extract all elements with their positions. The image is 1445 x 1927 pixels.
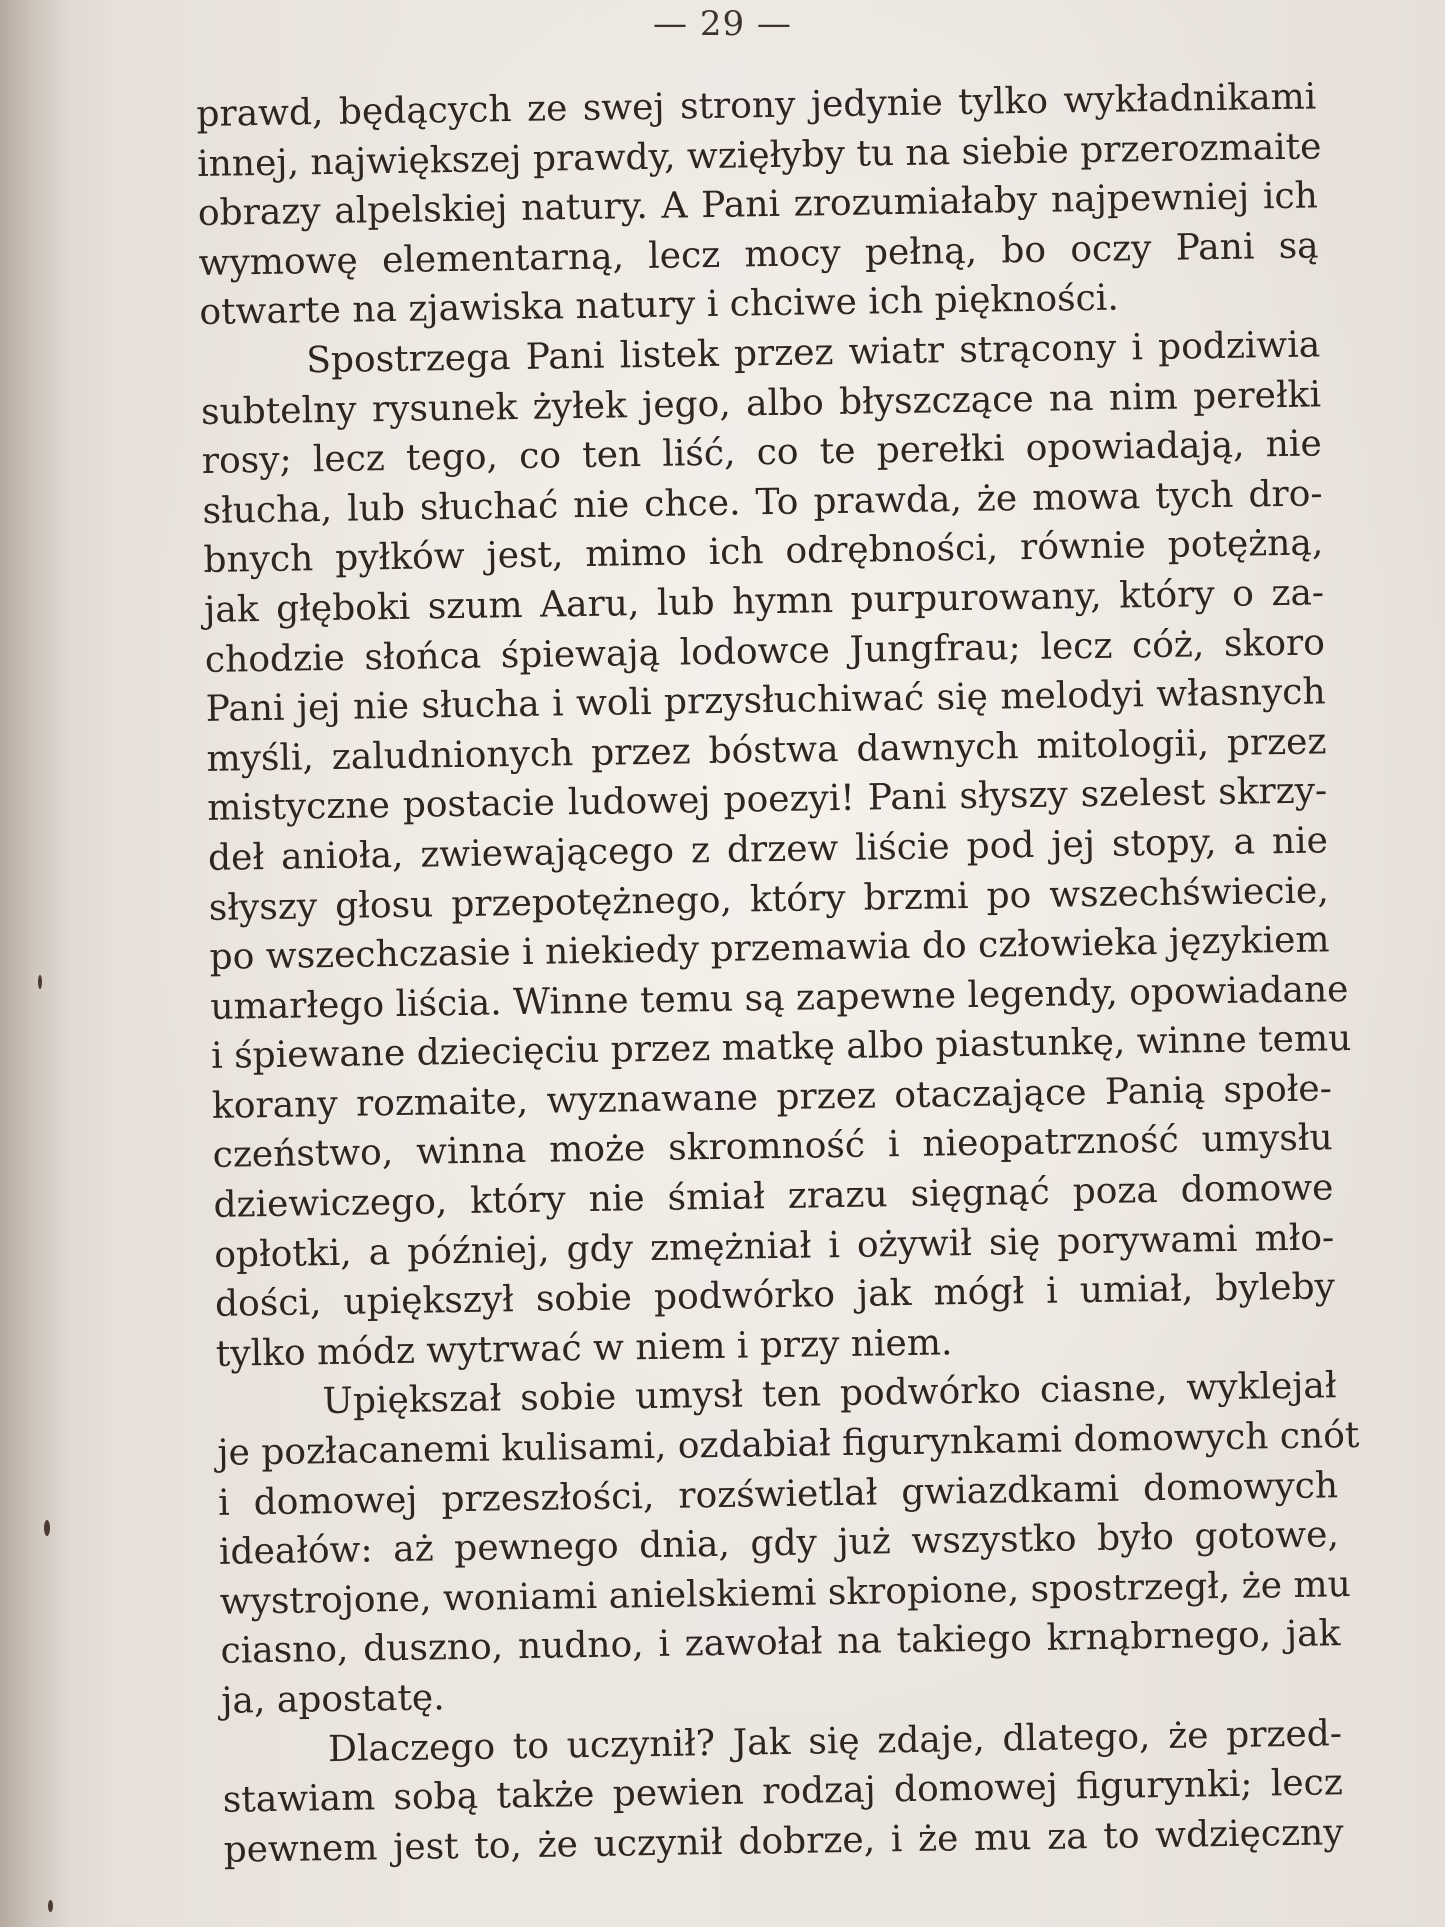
text-line: subtelny rysunek żyłek jego, albo błyszczące na nim perełki — [200, 373, 1322, 433]
text-line: Pani jej nie słucha i woli przysłuchiwać się melodyi własnych — [205, 671, 1326, 731]
text-line: umarłego liścia. Winne temu są zapewne legendy, opowiadane — [210, 968, 1349, 1028]
text-line: dości, upiększył sobie podwórko jak mógł i umiał, byleby — [214, 1266, 1336, 1326]
text-line: słucha, lub słuchać nie chce. To prawda, że mowa tych dro- — [202, 473, 1323, 532]
text-line: po wszechczasie i niekiedy przemawia do człowieka językiem — [209, 919, 1330, 978]
paragraph — [216, 1362, 1360, 1727]
text-line: tylko módz wytrwać w niem i przy niem. — [215, 1322, 953, 1375]
text-line: otwarte na zjawiska natury i chciwe ich piękności. — [199, 277, 1120, 334]
paragraph — [196, 72, 1320, 338]
text-line: innej, największej prawdy, wzięłyby tu na siebie przerozmaite — [196, 125, 1322, 185]
page-number: — 29 — — [653, 4, 792, 44]
text-line: Dlaczego to uczynił? Jak się zdaje, dlatego, że przed- — [327, 1712, 1343, 1770]
text-line: deł anioła, zwiewającego z drzew liście pod jej stopy, a nie — [207, 820, 1329, 879]
text-line: ja, apostatę. — [220, 1677, 445, 1722]
text-line: stawiam sobą także pewien rodzaj domowej figurynki; lecz — [222, 1762, 1344, 1821]
text-line: jak głęboki szum Aaru, lub hymn purpurowany, który o za- — [203, 572, 1325, 631]
text-line: je pozłacanemi kulisami, ozdabiał figurynkami domowych cnót — [217, 1414, 1360, 1474]
text-line: chodzie słońca śpiewają lodowce Jungfrau; lecz cóż, skoro — [204, 621, 1326, 681]
paragraph — [222, 1709, 1344, 1875]
text-line: mistyczne postacie ludowej poezyi! Pani słyszy szelest skrzy- — [206, 770, 1328, 830]
text-line: i śpiewane dziecięciu przez matkę albo piastunkę, winne temu — [210, 1018, 1352, 1078]
text-line: rosy; lecz tego, co ten liść, co te perełki opowiadają, nie — [201, 423, 1323, 483]
text-line: słyszy głosu przepotężnego, który brzmi po wszechświecie, — [208, 869, 1330, 929]
text-line: ideałów: aż pewnego dnia, gdy już wszystko było gotowe, — [218, 1514, 1340, 1574]
spine-shadow — [0, 0, 70, 1927]
ink-speck — [38, 975, 42, 989]
text-line: czeństwo, winna może skromność i nieopatrzność umysłu — [212, 1117, 1333, 1177]
text-line: opłotki, a później, gdy zmężniał i ożywił się porywami mło- — [213, 1216, 1335, 1276]
text-line: myśli, zaludnionych przez bóstwa dawnych mitologii, przez — [206, 721, 1327, 780]
text-line: prawd, będących ze swej strony jedynie tylko wykładnikami — [196, 76, 1317, 135]
text-line: ciasno, duszno, nudno, i zawołał na takiego krnąbrnego, jak — [220, 1613, 1341, 1673]
text-line: wystrojone, woniami anielskiemi skropione, spostrzegł, że mu — [219, 1563, 1352, 1623]
ink-speck — [48, 1900, 53, 1912]
text-line: bnych pyłków jest, mimo ich odrębności, równie potężną, — [203, 522, 1324, 582]
body-text — [196, 72, 1360, 1875]
text-line: obrazy alpelskiej natury. A Pani zrozumiałaby najpewniej ich — [197, 175, 1319, 235]
text-line: Spostrzega Pani listek przez wiatr strącony i podziwia — [305, 324, 1321, 382]
text-line: i domowej przeszłości, rozświetlał gwiazdkami domowych — [217, 1464, 1339, 1524]
text-line: dziewiczego, który nie śmiał zrazu sięgnąć poza domowe — [213, 1167, 1334, 1226]
paragraph — [200, 320, 1352, 1379]
ink-speck — [44, 1520, 50, 1536]
text-line: pewnem jest to, że uczynił dobrze, i że mu za to wdzięczny — [223, 1811, 1344, 1871]
text-line: wymowę elementarną, lecz mocy pełną, bo oczy Pani są — [198, 225, 1319, 284]
text-line: Upiększał sobie umysł ten podwórko ciasne, wyklejał — [322, 1365, 1337, 1423]
text-line: korany rozmaite, wyznawane przez otaczające Panią społe- — [211, 1068, 1333, 1127]
